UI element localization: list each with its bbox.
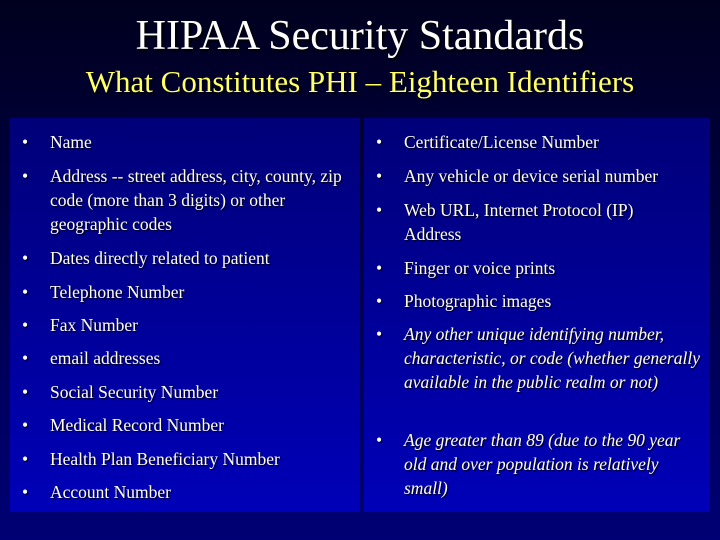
list-item-email: [22, 346, 352, 370]
list-item-text: Any other unique identifying number, characteristic, or code (whether generally available in the public realm or not): [404, 324, 700, 392]
slide-title: HIPAA Security Standards: [135, 13, 585, 59]
list-item-dates: [22, 246, 352, 270]
list-item-address: [22, 164, 364, 236]
list-item-age: [376, 428, 694, 500]
list-item-other-unique: [376, 322, 710, 394]
list-item-text: Any vehicle or device serial number: [404, 166, 659, 186]
list-item-health-plan: [22, 447, 352, 471]
list-item-ssn: [22, 380, 352, 404]
list-item-text: Health Plan Beneficiary Number: [50, 449, 280, 469]
bullet-icon: •: [22, 415, 29, 435]
bullet-icon: •: [22, 482, 29, 502]
right-column-panel: [364, 118, 710, 512]
list-item-photographs: [376, 289, 706, 313]
list-item-text: Name: [50, 132, 92, 152]
list-item-name: [22, 130, 352, 154]
list-item-text: Fax Number: [50, 315, 138, 335]
bullet-icon: •: [376, 166, 383, 186]
slide-subtitle: What Constitutes PHI – Eighteen Identifiers: [85, 64, 635, 99]
list-item-web-url: [376, 198, 676, 246]
list-item-text: Medical Record Number: [50, 415, 224, 435]
list-item-text: Account Number: [50, 482, 172, 502]
list-item-text: Certificate/License Number: [404, 132, 599, 152]
list-item-vehicle-serial: [376, 164, 710, 188]
bullet-icon: •: [22, 449, 29, 469]
list-item-fingerprints: [376, 256, 706, 280]
bullet-icon: •: [376, 324, 383, 344]
bullet-icon: •: [22, 132, 29, 152]
list-item-text: Photographic images: [404, 291, 552, 311]
list-item-telephone: [22, 280, 352, 304]
bullet-icon: •: [22, 248, 29, 268]
list-item-text: email addresses: [50, 348, 161, 368]
list-item-text: Age greater than 89 (due to the 90 year old and over population is relatively small): [404, 430, 681, 498]
list-item-text: Telephone Number: [50, 282, 185, 302]
list-item-text: Finger or voice prints: [404, 258, 556, 278]
left-column-panel: [10, 118, 360, 512]
list-item-text: Address -- street address, city, county, zip code (more than 3 digits) or other geographic codes: [50, 166, 342, 234]
list-item-account: [22, 480, 352, 504]
list-item-medical-record: [22, 413, 352, 437]
list-item-text: Social Security Number: [50, 382, 219, 402]
list-item-certificate: [376, 130, 706, 154]
bullet-icon: •: [22, 282, 29, 302]
bullet-icon: •: [376, 430, 383, 450]
bullet-icon: •: [22, 348, 29, 368]
list-item-text: Dates directly related to patient: [50, 248, 270, 268]
bullet-icon: •: [22, 382, 29, 402]
list-item-fax: [22, 313, 352, 337]
bullet-icon: •: [22, 315, 29, 335]
list-item-text: Web URL, Internet Protocol (IP) Address: [404, 200, 634, 244]
bullet-icon: •: [376, 258, 383, 278]
bullet-icon: •: [376, 132, 383, 152]
bullet-icon: •: [376, 291, 383, 311]
bullet-icon: •: [22, 166, 29, 186]
bullet-icon: •: [376, 200, 383, 220]
